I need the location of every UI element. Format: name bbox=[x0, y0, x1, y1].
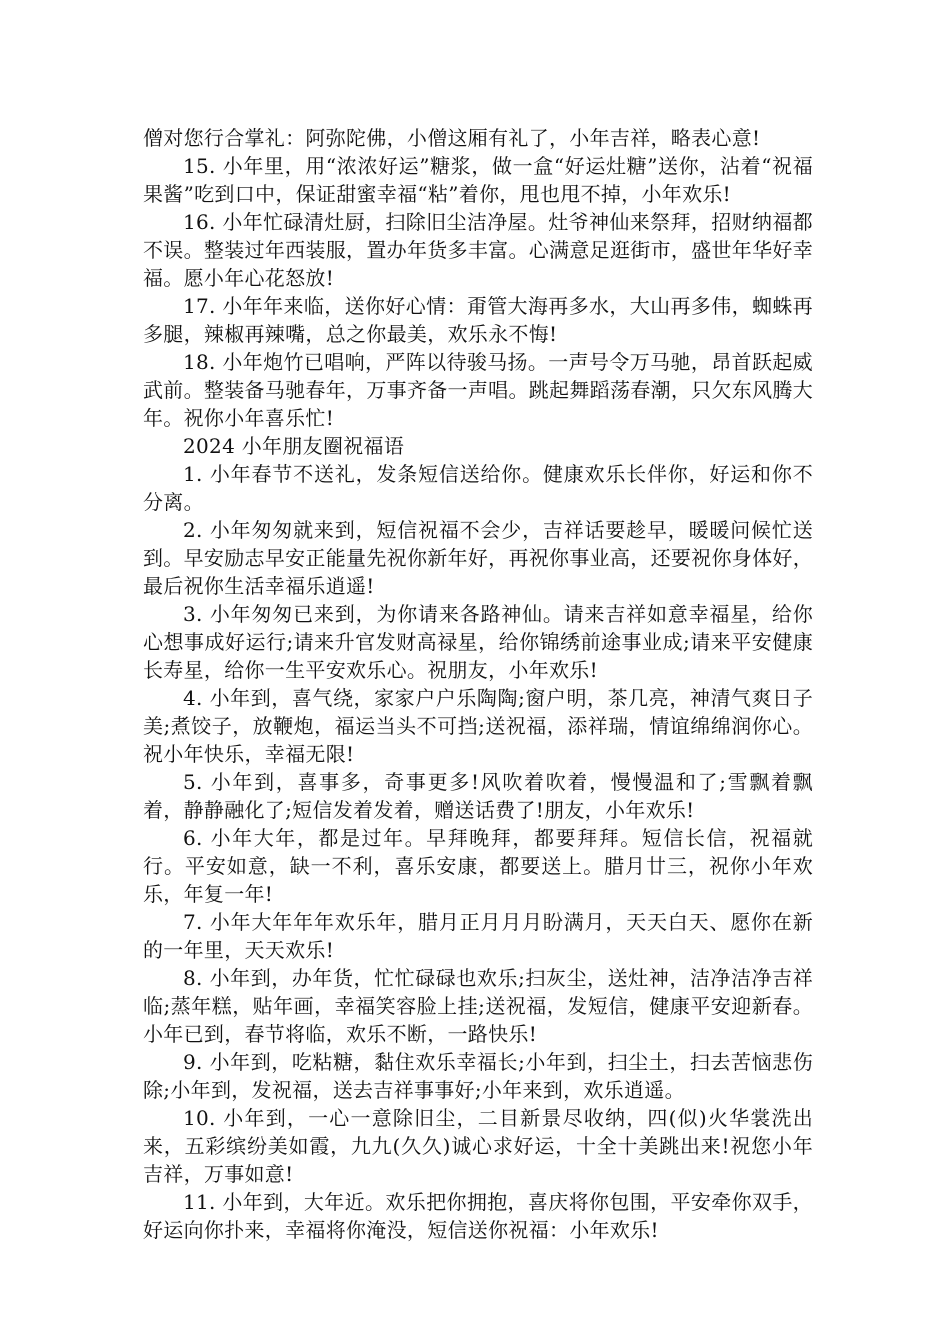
intro-paragraph: 僧对您行合掌礼：阿弥陀佛，小僧这厢有礼了，小年吉祥，略表心意! bbox=[143, 126, 761, 150]
blessing-3: 3. 小年匆匆已来到，为你请来各路神仙。请来吉祥如意幸福星，给你心想事成好运行;请来升官发财高禄星，给你锦绣前途事业成;请来平安健康长寿星，给你一生平安欢乐心。祝朋友，小年欢乐! bbox=[143, 602, 813, 682]
blessing-15: 15. 小年里，用“浓浓好运”糖浆，做一盒“好运灶糖”送你，沾着“祝福果酱”吃到口中，保证甜蜜幸福“粘”着你，甩也甩不掉，小年欢乐! bbox=[143, 154, 813, 206]
blessing-6: 6. 小年大年，都是过年。早拜晚拜，都要拜拜。短信长信，祝福就行。平安如意，缺一不利，喜乐安康，都要送上。腊月廿三，祝你小年欢乐，年复一年! bbox=[143, 826, 813, 906]
blessing-4: 4. 小年到，喜气绕，家家户户乐陶陶;窗户明，茶几亮，神清气爽日子美;煮饺子，放鞭炮，福运当头不可挡;送祝福，添祥瑞，情谊绵绵润你心。祝小年快乐，幸福无限! bbox=[143, 686, 813, 766]
blessing-10: 10. 小年到，一心一意除旧尘，二目新景尽收纳，四(似)火华裳洗出来，五彩缤纷美如霞，九九(久久)诚心求好运，十全十美跳出来!祝您小年吉祥，万事如意! bbox=[143, 1106, 813, 1186]
blessing-7: 7. 小年大年年年欢乐年，腊月正月月月盼满月，天天白天、愿你在新的一年里，天天欢乐! bbox=[143, 910, 813, 962]
blessing-17: 17. 小年年来临，送你好心情：甭管大海再多水，大山再多伟，蜘蛛再多腿，辣椒再辣嘴，总之你最美，欢乐永不悔! bbox=[143, 294, 813, 346]
blessing-18: 18. 小年炮竹已唱响，严阵以待骏马扬。一声号令万马驰，昂首跃起威武前。整装备马驰春年，万事齐备一声唱。跳起舞蹈荡春潮，只欠东风腾大年。祝你小年喜乐忙! bbox=[143, 350, 813, 430]
blessing-5: 5. 小年到，喜事多，奇事更多!风吹着吹着，慢慢温和了;雪飘着飘着，静静融化了;短信发着发着，赠送话费了!朋友，小年欢乐! bbox=[143, 770, 813, 822]
blessing-9: 9. 小年到，吃粘糖，黏住欢乐幸福长;小年到，扫尘土，扫去苦恼悲伤除;小年到，发祝福，送去吉祥事事好;小年来到，欢乐逍遥。 bbox=[143, 1050, 813, 1102]
blessing-11: 11. 小年到，大年近。欢乐把你拥抱，喜庆将你包围，平安牵你双手，好运向你扑来，幸福将你淹没，短信送你祝福：小年欢乐! bbox=[143, 1190, 813, 1242]
blessing-2: 2. 小年匆匆就来到，短信祝福不会少，吉祥话要趁早，暖暖问候忙送到。早安励志早安正能量先祝你新年好，再祝你事业高，还要祝你身体好，最后祝你生活幸福乐逍遥! bbox=[143, 518, 813, 598]
blessing-1: 1. 小年春节不送礼，发条短信送给你。健康欢乐长伴你，好运和你不分离。 bbox=[143, 462, 813, 514]
section-heading: 2024 小年朋友圈祝福语 bbox=[183, 434, 405, 458]
document-page bbox=[143, 124, 813, 1244]
blessing-8: 8. 小年到，办年货，忙忙碌碌也欢乐;扫灰尘，送灶神，洁净洁净吉祥临;蒸年糕，贴年画，幸福笑容脸上挂;送祝福，发短信，健康平安迎新春。小年已到，春节将临，欢乐不断，一路快乐! bbox=[143, 966, 813, 1046]
blessing-16: 16. 小年忙碌清灶厨，扫除旧尘洁净屋。灶爷神仙来祭拜，招财纳福都不误。整装过年西装服，置办年货多丰富。心满意足逛街市，盛世年华好幸福。愿小年心花怒放! bbox=[143, 210, 813, 290]
